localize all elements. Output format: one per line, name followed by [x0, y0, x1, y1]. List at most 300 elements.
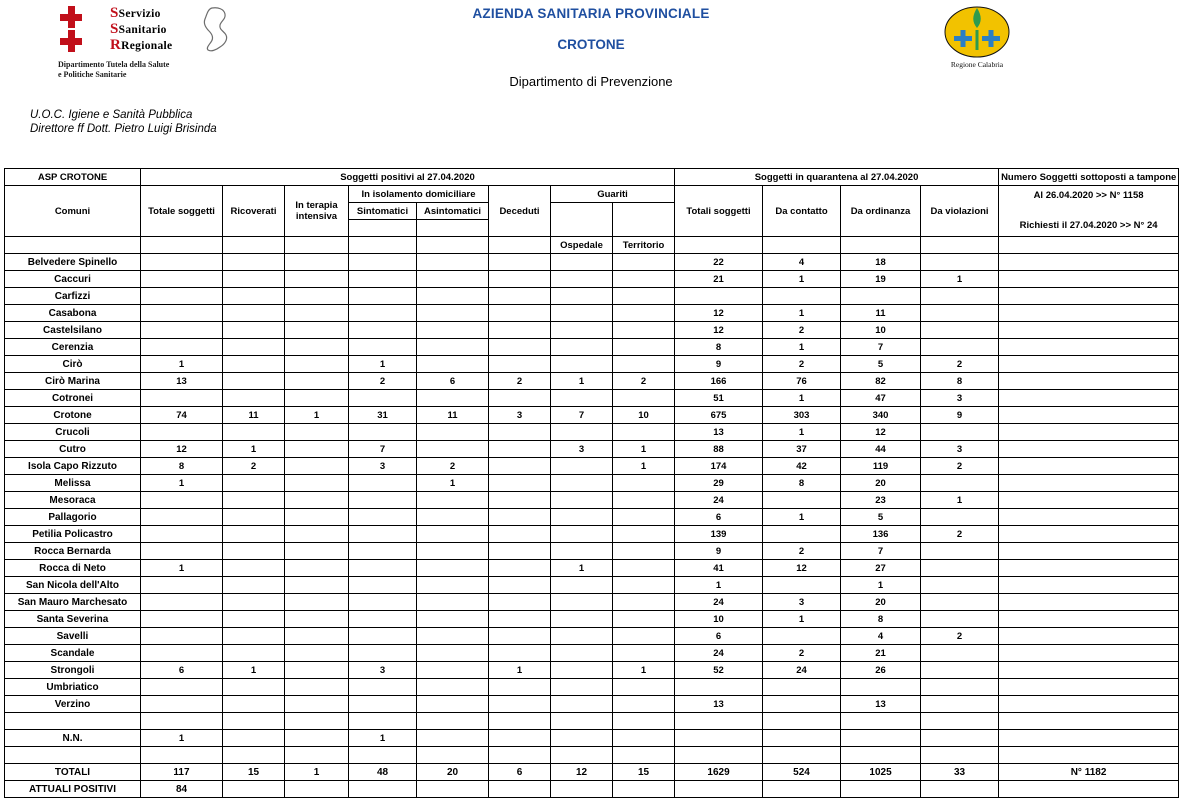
cell-da-contatto: 1: [763, 271, 841, 288]
cell-ricoverati: [223, 577, 285, 594]
cell-da-ordinanza: 47: [841, 390, 921, 407]
cell-asintomatici: [417, 594, 489, 611]
cell-ricoverati: 1: [223, 662, 285, 679]
cell-asintomatici: [417, 288, 489, 305]
cell-quarantena-totali: 139: [675, 526, 763, 543]
title-line-2: CROTONE: [557, 37, 625, 52]
attuali-blank-10: [841, 781, 921, 798]
cell-terapia-intensiva: [285, 594, 349, 611]
cell-asintomatici: [417, 747, 489, 764]
cell-terapia-intensiva: [285, 730, 349, 747]
cell-quarantena-totali: [675, 713, 763, 730]
cell-totale-soggetti: [141, 424, 223, 441]
cell-da-ordinanza: 12: [841, 424, 921, 441]
table-row: [5, 543, 1179, 560]
ssr-line3: Regionale: [121, 40, 173, 52]
cell-ricoverati: [223, 254, 285, 271]
cell-da-contatto: [763, 628, 841, 645]
cell-quarantena-totali: [675, 288, 763, 305]
table-row: [5, 271, 1179, 288]
cell-da-violazioni: 2: [921, 458, 999, 475]
cell-ricoverati: [223, 543, 285, 560]
table-row: [5, 679, 1179, 696]
cell-da-ordinanza: 5: [841, 509, 921, 526]
totals-territorio: 15: [613, 764, 675, 781]
cell-sintomatici: [349, 424, 417, 441]
cell-guariti-territorio: 1: [613, 458, 675, 475]
cell-totale-soggetti: [141, 611, 223, 628]
cell-da-violazioni: 2: [921, 356, 999, 373]
cell-sintomatici: [349, 696, 417, 713]
cell-guariti-territorio: [613, 594, 675, 611]
totals-totale-soggetti: 117: [141, 764, 223, 781]
cell-terapia-intensiva: [285, 645, 349, 662]
cell-totale-soggetti: 13: [141, 373, 223, 390]
cell-guariti-ospedale: [551, 254, 613, 271]
cell-quarantena-totali: [675, 747, 763, 764]
cell-comune: Belvedere Spinello: [5, 254, 141, 271]
cell-tamponi: [999, 356, 1179, 373]
cell-quarantena-totali: 166: [675, 373, 763, 390]
cell-guariti-ospedale: [551, 611, 613, 628]
cell-da-ordinanza: 44: [841, 441, 921, 458]
col-guariti: Guariti: [551, 186, 675, 203]
cell-asintomatici: [417, 356, 489, 373]
cell-guariti-territorio: [613, 492, 675, 509]
col-territorio: Territorio: [613, 237, 675, 254]
cell-da-violazioni: 1: [921, 492, 999, 509]
cell-comune: Carfizzi: [5, 288, 141, 305]
cell-quarantena-totali: 24: [675, 594, 763, 611]
cell-totale-soggetti: [141, 679, 223, 696]
cell-guariti-territorio: [613, 679, 675, 696]
cell-asintomatici: [417, 339, 489, 356]
cell-guariti-territorio: [613, 645, 675, 662]
cell-ricoverati: [223, 356, 285, 373]
cell-deceduti: [489, 628, 551, 645]
cell-deceduti: [489, 288, 551, 305]
cell-sintomatici: [349, 526, 417, 543]
cell-asintomatici: 2: [417, 458, 489, 475]
cell-guariti-territorio: [613, 339, 675, 356]
cell-terapia-intensiva: [285, 628, 349, 645]
cell-comune: San Nicola dell'Alto: [5, 577, 141, 594]
cell-guariti-ospedale: 3: [551, 441, 613, 458]
cell-totale-soggetti: [141, 577, 223, 594]
blank-qord: [841, 237, 921, 254]
cell-guariti-ospedale: [551, 594, 613, 611]
cell-da-contatto: [763, 526, 841, 543]
totals-quarantena-totali: 1629: [675, 764, 763, 781]
blank-qtot: [675, 237, 763, 254]
cell-da-contatto: 1: [763, 339, 841, 356]
table-row: [5, 509, 1179, 526]
cell-deceduti: [489, 679, 551, 696]
tamponi-line-1: Al 26.04.2020 >> N° 1158: [1033, 190, 1144, 201]
cell-guariti-ospedale: [551, 696, 613, 713]
cell-guariti-territorio: [613, 356, 675, 373]
cell-da-ordinanza: 20: [841, 475, 921, 492]
cell-tamponi: [999, 339, 1179, 356]
cell-asintomatici: [417, 305, 489, 322]
cell-asintomatici: [417, 560, 489, 577]
cell-terapia-intensiva: [285, 696, 349, 713]
cell-da-violazioni: 3: [921, 390, 999, 407]
cell-comune: Petilia Policastro: [5, 526, 141, 543]
cell-da-ordinanza: 23: [841, 492, 921, 509]
cell-quarantena-totali: 13: [675, 696, 763, 713]
cell-guariti-ospedale: [551, 543, 613, 560]
cell-deceduti: [489, 424, 551, 441]
cell-da-violazioni: [921, 254, 999, 271]
cell-deceduti: [489, 577, 551, 594]
header-asp-crotone: ASP CROTONE: [5, 169, 141, 186]
cell-da-ordinanza: 11: [841, 305, 921, 322]
cell-totale-soggetti: [141, 594, 223, 611]
col-ricoverati: Ricoverati: [223, 186, 285, 237]
cell-comune: Isola Capo Rizzuto: [5, 458, 141, 475]
cell-da-ordinanza: 7: [841, 339, 921, 356]
cell-comune: Cirò Marina: [5, 373, 141, 390]
cell-tamponi: [999, 441, 1179, 458]
cell-deceduti: [489, 356, 551, 373]
cell-sintomatici: 2: [349, 373, 417, 390]
cell-guariti-territorio: 2: [613, 373, 675, 390]
cell-totale-soggetti: [141, 747, 223, 764]
blank-deceduti: [489, 237, 551, 254]
cell-da-violazioni: [921, 543, 999, 560]
ssr-line2: Sanitario: [118, 24, 167, 36]
cell-da-violazioni: [921, 424, 999, 441]
cell-guariti-ospedale: [551, 628, 613, 645]
table-row: [5, 254, 1179, 271]
cell-tamponi: [999, 458, 1179, 475]
cell-tamponi: [999, 424, 1179, 441]
cell-asintomatici: [417, 577, 489, 594]
attuali-positivi-value: 84: [141, 781, 223, 798]
cell-quarantena-totali: 1: [675, 577, 763, 594]
page-header: [0, 0, 1182, 135]
cell-asintomatici: [417, 730, 489, 747]
cell-da-violazioni: [921, 475, 999, 492]
cell-comune: Cotronei: [5, 390, 141, 407]
cell-guariti-territorio: [613, 730, 675, 747]
cell-tamponi: [999, 543, 1179, 560]
attuali-blank-1: [223, 781, 285, 798]
cell-deceduti: [489, 645, 551, 662]
totals-terapia-intensiva: 1: [285, 764, 349, 781]
cell-da-contatto: 8: [763, 475, 841, 492]
cell-guariti-ospedale: [551, 679, 613, 696]
cell-terapia-intensiva: [285, 560, 349, 577]
cell-guariti-ospedale: [551, 492, 613, 509]
cell-tamponi: [999, 747, 1179, 764]
totals-da-contatto: 524: [763, 764, 841, 781]
table-row: [5, 424, 1179, 441]
cell-quarantena-totali: [675, 730, 763, 747]
cell-da-ordinanza: 4: [841, 628, 921, 645]
cell-deceduti: 2: [489, 373, 551, 390]
cell-guariti-ospedale: [551, 322, 613, 339]
cell-quarantena-totali: 24: [675, 492, 763, 509]
cell-comune: Castelsilano: [5, 322, 141, 339]
cell-da-violazioni: [921, 322, 999, 339]
totals-asintomatici: 20: [417, 764, 489, 781]
cell-da-contatto: 1: [763, 509, 841, 526]
cell-da-contatto: 2: [763, 356, 841, 373]
cell-totale-soggetti: [141, 322, 223, 339]
cell-guariti-ospedale: [551, 747, 613, 764]
cell-guariti-ospedale: [551, 305, 613, 322]
cell-tamponi: [999, 730, 1179, 747]
blank-comuni: [5, 237, 141, 254]
cell-da-contatto: 24: [763, 662, 841, 679]
cell-quarantena-totali: 9: [675, 543, 763, 560]
table-row: [5, 747, 1179, 764]
table-row: [5, 594, 1179, 611]
table-row: [5, 526, 1179, 543]
cell-da-violazioni: [921, 645, 999, 662]
cell-comune: Rocca Bernarda: [5, 543, 141, 560]
cell-guariti-territorio: 1: [613, 441, 675, 458]
cell-sintomatici: [349, 611, 417, 628]
col-da-ordinanza: Da ordinanza: [841, 186, 921, 237]
cell-terapia-intensiva: [285, 441, 349, 458]
cell-totale-soggetti: [141, 254, 223, 271]
cell-guariti-territorio: [613, 526, 675, 543]
cell-da-contatto: 3: [763, 594, 841, 611]
cell-deceduti: 1: [489, 662, 551, 679]
cell-da-contatto: 1: [763, 305, 841, 322]
attuali-blank-8: [675, 781, 763, 798]
cell-deceduti: [489, 713, 551, 730]
cell-quarantena-totali: 8: [675, 339, 763, 356]
cell-totale-soggetti: [141, 543, 223, 560]
col-guariti-spacer-right: [613, 203, 675, 237]
cell-deceduti: [489, 492, 551, 509]
cell-da-ordinanza: [841, 747, 921, 764]
cell-tamponi: [999, 679, 1179, 696]
cell-asintomatici: [417, 645, 489, 662]
col-isolamento-domiciliare: In isolamento domiciliare: [349, 186, 489, 203]
cell-comune: Cutro: [5, 441, 141, 458]
attuali-positivi-label: ATTUALI POSITIVI: [5, 781, 141, 798]
cell-totale-soggetti: [141, 288, 223, 305]
cell-asintomatici: [417, 679, 489, 696]
cell-guariti-ospedale: [551, 288, 613, 305]
col-totale-soggetti: Totale soggetti: [141, 186, 223, 237]
cell-da-ordinanza: 7: [841, 543, 921, 560]
cell-quarantena-totali: 12: [675, 305, 763, 322]
cell-asintomatici: [417, 271, 489, 288]
cell-quarantena-totali: 52: [675, 662, 763, 679]
cell-ricoverati: [223, 322, 285, 339]
cell-guariti-territorio: [613, 288, 675, 305]
cell-quarantena-totali: 174: [675, 458, 763, 475]
cell-da-ordinanza: 136: [841, 526, 921, 543]
cell-da-violazioni: [921, 696, 999, 713]
cell-terapia-intensiva: 1: [285, 407, 349, 424]
cell-quarantena-totali: 22: [675, 254, 763, 271]
cell-da-violazioni: 8: [921, 373, 999, 390]
cell-da-violazioni: [921, 611, 999, 628]
ssr-sub2: e Politiche Sanitarie: [58, 70, 127, 79]
table-row: [5, 645, 1179, 662]
table-body: [5, 254, 1179, 764]
cell-sintomatici: 3: [349, 662, 417, 679]
cell-comune: [5, 713, 141, 730]
totals-da-violazioni: 33: [921, 764, 999, 781]
cell-ricoverati: 1: [223, 441, 285, 458]
cell-deceduti: [489, 560, 551, 577]
cell-asintomatici: [417, 492, 489, 509]
cell-deceduti: [489, 475, 551, 492]
cell-ricoverati: [223, 424, 285, 441]
cell-deceduti: [489, 254, 551, 271]
attuali-blank-4: [417, 781, 489, 798]
cell-guariti-territorio: [613, 390, 675, 407]
cell-comune: Verzino: [5, 696, 141, 713]
cell-da-contatto: [763, 288, 841, 305]
cell-da-ordinanza: [841, 679, 921, 696]
cell-da-ordinanza: 119: [841, 458, 921, 475]
cell-totale-soggetti: [141, 526, 223, 543]
cell-asintomatici: [417, 526, 489, 543]
cell-ricoverati: [223, 594, 285, 611]
cell-terapia-intensiva: [285, 526, 349, 543]
cell-terapia-intensiva: [285, 747, 349, 764]
cell-ricoverati: [223, 492, 285, 509]
table-guariti-subheader-row: [5, 237, 1179, 254]
cell-da-violazioni: 2: [921, 628, 999, 645]
uoc-line-2: Direttore ff Dott. Pietro Luigi Brisinda: [30, 123, 217, 135]
cell-da-violazioni: [921, 747, 999, 764]
cell-deceduti: [489, 458, 551, 475]
table-row: [5, 356, 1179, 373]
cell-tamponi: [999, 611, 1179, 628]
cell-da-contatto: 2: [763, 543, 841, 560]
table-row: [5, 611, 1179, 628]
cell-da-contatto: 37: [763, 441, 841, 458]
cell-quarantena-totali: 13: [675, 424, 763, 441]
cell-guariti-ospedale: [551, 730, 613, 747]
cell-ricoverati: [223, 645, 285, 662]
attuali-blank-7: [613, 781, 675, 798]
cell-da-contatto: [763, 730, 841, 747]
cell-asintomatici: [417, 441, 489, 458]
table-row: [5, 458, 1179, 475]
table-column-header-row: [5, 186, 1179, 203]
cell-asintomatici: [417, 509, 489, 526]
cell-da-contatto: 1: [763, 424, 841, 441]
totals-label: TOTALI: [5, 764, 141, 781]
cell-terapia-intensiva: [285, 322, 349, 339]
table-row: [5, 305, 1179, 322]
cell-tamponi: [999, 509, 1179, 526]
cell-da-violazioni: [921, 560, 999, 577]
cell-sintomatici: [349, 628, 417, 645]
uoc-line-1: U.O.C. Igiene e Sanità Pubblica: [30, 109, 193, 121]
cell-ricoverati: [223, 390, 285, 407]
uoc-block: [30, 108, 217, 136]
cell-guariti-ospedale: [551, 577, 613, 594]
cell-quarantena-totali: 10: [675, 611, 763, 628]
cell-sintomatici: [349, 339, 417, 356]
cell-da-contatto: 1: [763, 390, 841, 407]
cell-guariti-ospedale: [551, 526, 613, 543]
cell-quarantena-totali: 6: [675, 628, 763, 645]
table-row: [5, 390, 1179, 407]
col-da-violazioni: Da violazioni: [921, 186, 999, 237]
blank-sintomatici: [349, 237, 417, 254]
cell-da-violazioni: [921, 288, 999, 305]
cell-da-ordinanza: [841, 713, 921, 730]
cell-deceduti: [489, 526, 551, 543]
cell-tamponi: [999, 645, 1179, 662]
cell-comune: Umbriatico: [5, 679, 141, 696]
cell-da-ordinanza: 19: [841, 271, 921, 288]
table-row: [5, 730, 1179, 747]
cell-guariti-territorio: [613, 424, 675, 441]
blank-totale: [141, 237, 223, 254]
cell-sintomatici: [349, 305, 417, 322]
col-deceduti: Deceduti: [489, 186, 551, 237]
cell-tamponi: [999, 407, 1179, 424]
cell-terapia-intensiva: [285, 458, 349, 475]
cell-da-contatto: 2: [763, 645, 841, 662]
ssr-line1: Servizio: [118, 8, 161, 20]
cell-tamponi: [999, 526, 1179, 543]
cell-tamponi: [999, 560, 1179, 577]
table-row: [5, 713, 1179, 730]
cell-asintomatici: [417, 696, 489, 713]
cell-sintomatici: [349, 288, 417, 305]
cell-da-ordinanza: 1: [841, 577, 921, 594]
cell-tamponi: [999, 492, 1179, 509]
cell-ricoverati: [223, 713, 285, 730]
table-row: [5, 662, 1179, 679]
cell-comune: Santa Severina: [5, 611, 141, 628]
cell-guariti-ospedale: [551, 713, 613, 730]
title-line-1: AZIENDA SANITARIA PROVINCIALE: [472, 6, 710, 21]
table-row: [5, 373, 1179, 390]
cell-guariti-ospedale: [551, 662, 613, 679]
cell-tamponi: [999, 254, 1179, 271]
cell-comune: Cirò: [5, 356, 141, 373]
regione-calabria-label: Regione Calabria: [950, 60, 1004, 69]
col-guariti-spacer-left: [551, 203, 613, 237]
cell-ricoverati: [223, 271, 285, 288]
table-row: [5, 475, 1179, 492]
cell-terapia-intensiva: [285, 492, 349, 509]
cell-ricoverati: 2: [223, 458, 285, 475]
cell-sintomatici: [349, 509, 417, 526]
cell-guariti-territorio: [613, 543, 675, 560]
cell-totale-soggetti: 8: [141, 458, 223, 475]
cell-da-ordinanza: 20: [841, 594, 921, 611]
cell-da-ordinanza: 82: [841, 373, 921, 390]
cell-da-violazioni: [921, 339, 999, 356]
col-sintomatici-blank: [349, 220, 417, 237]
col-ospedale: Ospedale: [551, 237, 613, 254]
cell-asintomatici: [417, 322, 489, 339]
cell-da-ordinanza: 340: [841, 407, 921, 424]
cell-asintomatici: [417, 713, 489, 730]
cell-comune: Pallagorio: [5, 509, 141, 526]
table-row: [5, 560, 1179, 577]
cell-guariti-territorio: 1: [613, 662, 675, 679]
cell-guariti-territorio: [613, 305, 675, 322]
